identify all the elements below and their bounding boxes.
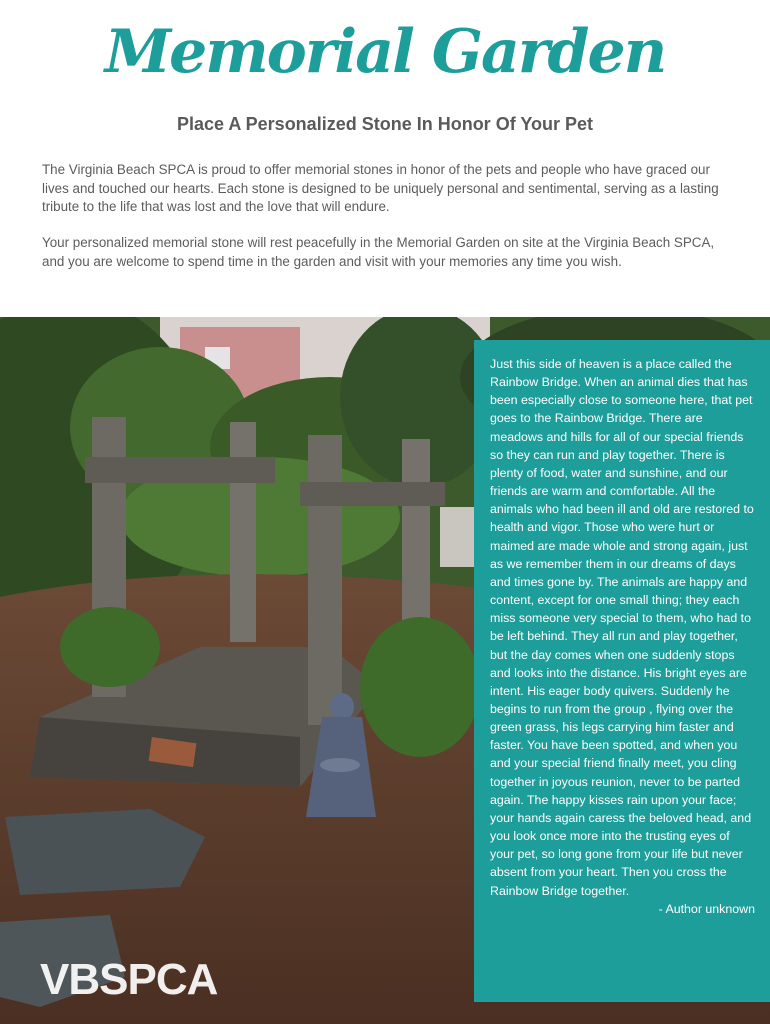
poem-author: - Author unknown [658, 901, 755, 916]
vbspca-logo: VBSPCA [40, 955, 218, 1004]
rainbow-bridge-poem: Just this side of heaven is a place called the Rainbow Bridge. When an animal dies that has been especially close to someone here, that pet goes to the Rainbow Bridge. There are meadows and hills for all of our special friends so they can run and play together. There is plenty of food, water and sunshine, and our friends are warm and comfortable. All the animals who had been ill and old are restored to health and vigor. Those who were hurt or maimed are made whole and strong again, just as we remember them in our dreams of days and times gone by. The animals are happy and content, except for one small thing; they each miss someone very special to them, who had to be left behind. They all run and play together, but the day comes when one suddenly stops and looks into the distance. His bright eyes are intent. His eager body quivers. Suddenly he begins to run from the group , flying over the green grass, his legs carrying him faster and faster. You have been spotted, and when you and your special friend finally meet, you cling together in joyous reunion, never to be parted again. The happy kisses rain upon your face; your hands again caress the beloved head, and you look once more into the trusting eyes of your pet, so long gone from your life but never absent from your heart. Then you cross the Rainbow Bridge together. [490, 357, 754, 898]
intro-paragraph-2: Your personalized memorial stone will rest peacefully in the Memorial Garden on site at the Virginia Beach SPCA, and you are welcome to spend time in the garden and visit with your memories any time you wish. [42, 235, 715, 269]
intro-paragraph-1: The Virginia Beach SPCA is proud to offer memorial stones in honor of the pets and people who have graced our lives and touched our hearts. Each stone is designed to be uniquely personal and sentimental, serving as a lasting tribute to the life that was lost and the love that will endure. [42, 162, 719, 214]
page-title: Memorial Garden [104, 17, 666, 87]
rainbow-bridge-poem-box [474, 340, 770, 1002]
page-subtitle: Place A Personalized Stone In Honor Of Your Pet [176, 114, 594, 134]
